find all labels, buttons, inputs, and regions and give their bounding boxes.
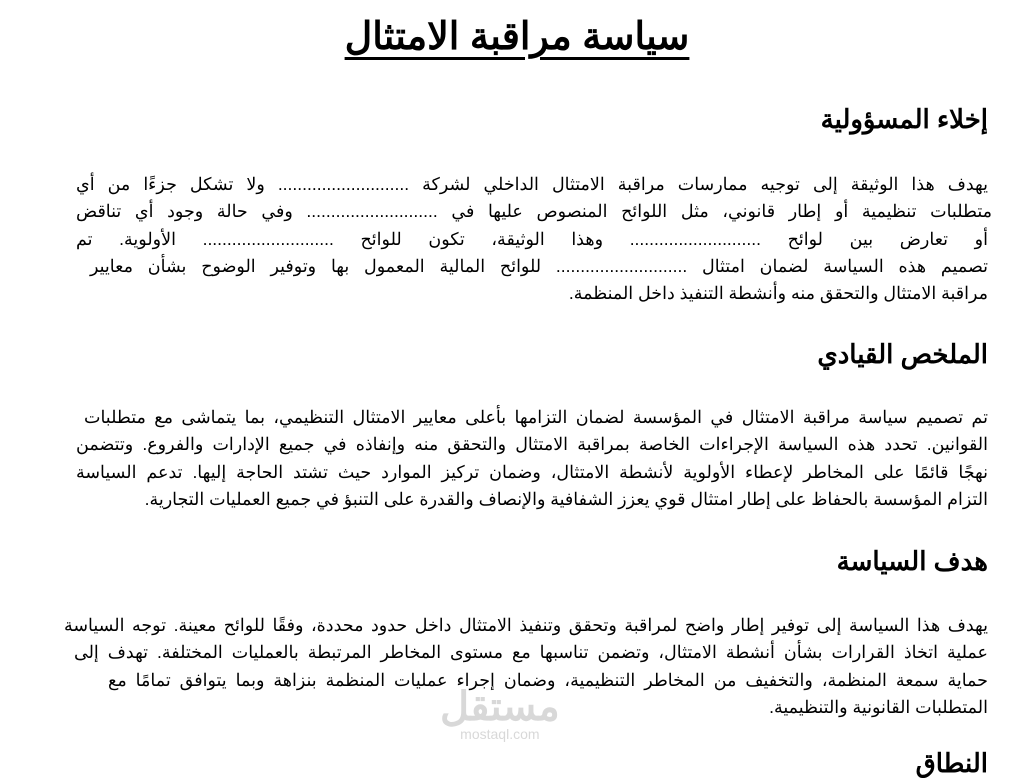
watermark-logo: مستقل <box>440 685 560 729</box>
section-heading-executive-summary: الملخص القيادي <box>817 339 988 369</box>
text-line: نهجًا قائمًا على المخاطر لإعطاء الأولوية لأنشطة الامتثال، وضمان تركيز الموارد حيث تشتد الحاجة إليها. تدعم السياسة <box>76 461 988 482</box>
title-text: سياسة مراقبة الامتثال <box>344 16 690 58</box>
text-line: تصميم هذه السياسة لضمان امتثال ........................... للوائح المالية المعمول بها وتوفير الوضوح بشأن معايير <box>90 255 988 276</box>
watermark <box>440 685 560 742</box>
text-line: يهدف هذا السياسة إلى توفير إطار واضح لمراقبة وتحقق وتنفيذ الامتثال داخل حدود محددة، وفقًا للوائح معينة. توجه السياسة <box>64 615 988 635</box>
text-line: حماية سمعة المنظمة، والتخفيف من المخاطر التنظيمية، وضمان إجراء عمليات المنظمة بنزاهة وبما يتوافق تمامًا مع <box>108 669 988 690</box>
text-line: تم تصميم سياسة مراقبة الامتثال في المؤسسة لضمان التزامها بأعلى معايير الامتثال التنظيمي، بما يتماشى مع متطلبات <box>84 407 988 427</box>
watermark-url: mostaql.com <box>460 726 540 742</box>
text-line: عملية اتخاذ القرارات بشأن أنشطة الامتثال، وتضمن تناسبها مع مستوى المخاطر المرتبطة بالعمليات المختلفة. تهدف إلى <box>74 642 988 663</box>
section-body-disclaimer <box>76 171 992 307</box>
section-heading-disclaimer: إخلاء المسؤولية <box>820 104 988 134</box>
text-line: القوانين. تحدد هذه السياسة الإجراءات الخاصة بمراقبة الامتثال والتحقق منه وإنفاذه في جميع الإدارات والفروع. وتتضمن <box>76 434 988 455</box>
text-line: مراقبة الامتثال والتحقق منه وأنشطة التنفيذ داخل المنظمة. <box>568 283 988 304</box>
text-line: أو تعارض بين لوائح ........................... وهذا الوثيقة، تكون للوائح ........................... الأولوية. تم <box>76 228 988 249</box>
text-line: التزام المؤسسة بالحفاظ على إطار امتثال قوي يعزز الشفافية والإنصاف والقدرة على التنبؤ في جميع العمليات التجارية. <box>144 488 988 509</box>
text-line: يهدف هذا الوثيقة إلى توجيه ممارسات مراقبة الامتثال الداخلي لشركة ........................... ولا تشكل جزءًا من أي <box>76 174 988 194</box>
text-line: متطلبات تنظيمية أو إطار قانوني، مثل اللوائح المنصوص عليها في ........................... وفي حالة وجود أي تناقض <box>76 201 992 222</box>
text-line: المتطلبات القانونية والتنظيمية. <box>769 696 988 717</box>
section-body-executive-summary <box>76 404 988 513</box>
page-title <box>0 14 1034 59</box>
section-heading-partial: النطاق <box>915 748 988 778</box>
section-heading-policy-objective: هدف السياسة <box>836 546 988 576</box>
